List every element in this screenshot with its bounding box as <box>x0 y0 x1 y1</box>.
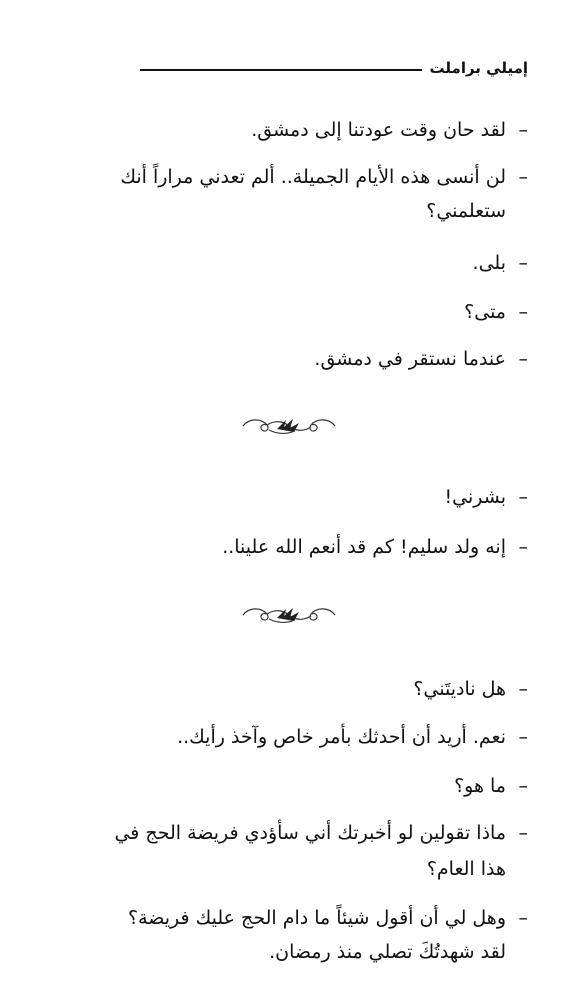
dialogue-line <box>50 295 528 329</box>
ornament-divider-icon <box>239 414 339 438</box>
dialogue-line <box>50 816 528 850</box>
dialogue-text: متى؟ <box>464 301 506 323</box>
dialogue-line <box>50 113 528 147</box>
dialogue-text: هل ناديتَني؟ <box>413 678 506 700</box>
header-rule <box>140 69 422 71</box>
dialogue-text: عندما نستقر في دمشق. <box>314 348 506 370</box>
dialogue-text: لن أنسى هذه الأيام الجميلة.. ألم تعدني مراراً أنك <box>120 166 506 188</box>
dialogue-dash: – <box>518 119 528 141</box>
dialogue-dash: – <box>518 348 528 370</box>
dialogue-continuation <box>50 935 528 969</box>
dialogue-dash: – <box>518 252 528 274</box>
dialogue-dash: – <box>518 726 528 748</box>
dialogue-text: بلى. <box>472 252 506 274</box>
dialogue-text: ماذا تقولين لو أخبرتك أني سأؤدي فريضة الحج في <box>114 822 506 844</box>
dialogue-dash: – <box>518 301 528 323</box>
dialogue-line <box>50 160 528 194</box>
dialogue-text: وهل لي أن أقول شيئاً ما دام الحج عليك فريضة؟ <box>128 907 506 929</box>
dialogue-text: نعم. أريد أن أحدثك بأمر خاص وآخذ رأيك.. <box>177 726 506 748</box>
header-title: إميلي براملت <box>429 59 528 77</box>
dialogue-text: هذا العام؟ <box>426 858 506 880</box>
dialogue-line <box>50 246 528 280</box>
dialogue-line <box>50 672 528 706</box>
dialogue-dash: – <box>518 486 528 508</box>
dialogue-dash: – <box>518 775 528 797</box>
dialogue-line <box>50 342 528 376</box>
ornament-divider-icon <box>239 603 339 627</box>
dialogue-text: ستعلمني؟ <box>426 200 506 222</box>
dialogue-line <box>50 530 528 564</box>
running-header <box>140 55 528 81</box>
dialogue-text: لقد حان وقت عودتنا إلى دمشق. <box>251 119 506 141</box>
dialogue-dash: – <box>518 822 528 844</box>
dialogue-text: بشرني! <box>444 486 506 508</box>
dialogue-dash: – <box>518 678 528 700</box>
dialogue-line <box>50 769 528 803</box>
dialogue-line <box>50 480 528 514</box>
dialogue-line <box>50 901 528 935</box>
dialogue-text: لقد شهدتُكَ تصلي منذ رمضان. <box>269 941 506 963</box>
dialogue-dash: – <box>518 166 528 188</box>
dialogue-dash: – <box>518 907 528 929</box>
dialogue-dash: – <box>518 536 528 558</box>
dialogue-continuation <box>50 852 528 886</box>
dialogue-text: ما هو؟ <box>454 775 506 797</box>
dialogue-line <box>50 720 528 754</box>
dialogue-continuation <box>50 194 528 228</box>
dialogue-text: إنه ولد سليم! كم قد أنعم الله علينا.. <box>222 536 506 558</box>
